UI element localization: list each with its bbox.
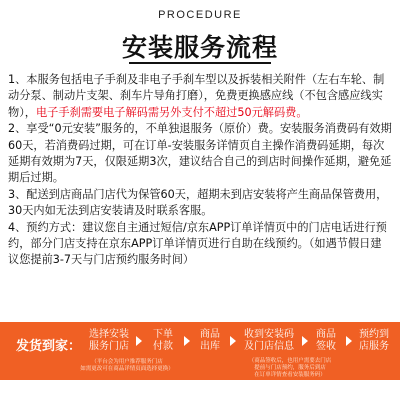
step-6-line1: 预约到 — [359, 329, 389, 340]
step-2-line2: 付款 — [153, 341, 173, 352]
step-goods-signed — [310, 329, 342, 353]
step-order-pay — [146, 329, 180, 353]
section-1-text: 1、本服务包括电子手刹及非电子手刹车型以及拆装相关附件（左右车轮、制动分泵、制动片支架、刹车片导角打磨），免费更换感应线（不包含感应线实物）， — [8, 73, 385, 119]
step-3-line2: 出库 — [200, 341, 220, 352]
arrow-right-icon — [302, 336, 308, 346]
step-2-line1: 下单 — [153, 329, 173, 340]
step-1-line2: 服务门店 — [89, 341, 129, 352]
step-4-line2: 及门店信息 — [244, 341, 294, 352]
section-3-text: 3、配送到店商品门店代为保管60天，超期未到店安装将产生商品保管费用，30天内如无法到店安装请及时联系客服。 — [8, 187, 388, 218]
arrow-right-icon — [136, 336, 142, 346]
section-1-highlight: 电子手刹需要电子解码需另外支付不超过50元解码费。 — [35, 105, 308, 119]
section-1 — [8, 72, 392, 121]
process-steps-bar — [0, 322, 400, 380]
service-description — [8, 72, 392, 269]
step-goods-outbound — [193, 329, 227, 353]
title-underline — [129, 62, 271, 64]
section-4-text: 4、预约方式：建议您自主通过短信/京东APP订单详情页中的门店电话进行预约，部分门店支持在京东APP订单详情页进行自助在线预约。（如遇节假日建议您提前3-7天与门店预约服务时间） — [8, 220, 387, 267]
step-receive-code — [237, 329, 301, 353]
section-2-text: 2、享受“0元安装”服务的，不单独退服务（原价）费。安装服务消费码有效期60天，若消费码过期，可在订单-安装服务详情页自主操作消费码延期，每次延期有效期为7天，仅限延期3次，建议结合自己的到店时间操作延期，避免延期后过期。 — [8, 122, 392, 185]
step-5-line2: 签收 — [316, 341, 336, 352]
arrow-right-icon — [184, 336, 190, 346]
section-3 — [8, 187, 392, 220]
process-note-left: （平台会为用户推荐服务门店 如需更改可在商品详情页面选择更换） — [80, 359, 174, 372]
step-6-line2: 店服务 — [359, 341, 389, 352]
step-5-line1: 商品 — [316, 329, 336, 340]
page-title: 安装服务流程 — [121, 33, 278, 62]
process-label: 发货到家： — [16, 339, 82, 354]
arrow-right-icon — [346, 336, 352, 346]
procedure-label: PROCEDURE — [158, 9, 242, 21]
step-book-service — [355, 329, 393, 353]
header-bar — [0, 0, 400, 30]
step-1-line1: 选择安装 — [89, 329, 129, 340]
arrow-right-icon — [230, 336, 236, 346]
section-4 — [8, 220, 392, 269]
step-4-line1: 收到安装码 — [244, 329, 294, 340]
section-2 — [8, 121, 392, 187]
process-note-right: （商品签收后，也用户需要去门店 提前与门店预约，服务后到店 在订单详情查看安装服务码） — [248, 358, 332, 378]
step-3-line1: 商品 — [200, 329, 220, 340]
step-select-store — [88, 329, 130, 353]
